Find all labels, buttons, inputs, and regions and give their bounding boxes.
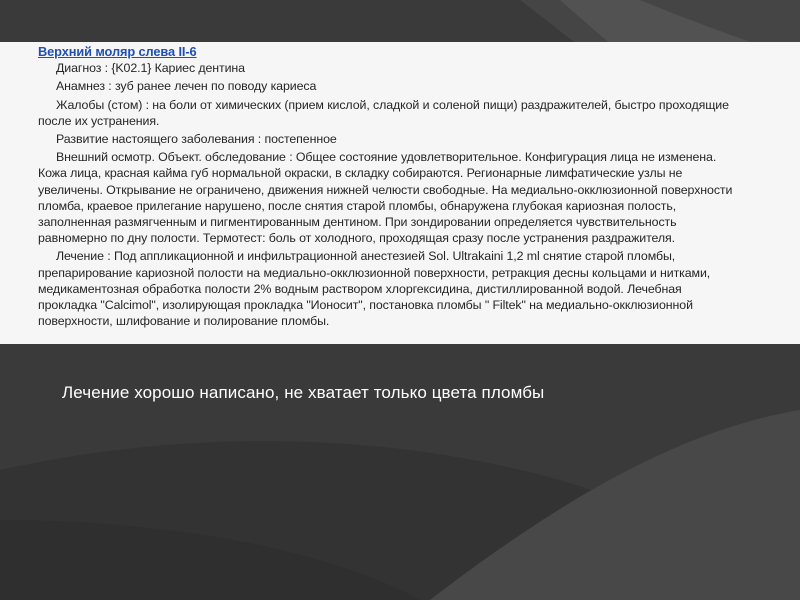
reviewer-comment: Лечение хорошо написано, не хватает только цвета пломбы xyxy=(62,383,545,402)
disease-development-paragraph: Развитие настоящего заболевания : постепенное xyxy=(56,132,337,147)
medical-record-text xyxy=(38,44,738,331)
anamnesis-paragraph: Анамнез : зуб ранее лечен по поводу кариеса xyxy=(56,79,317,94)
medical-record-image xyxy=(0,42,800,344)
diagnosis-paragraph: Диагноз : {K02.1} Кариес дентина xyxy=(56,61,245,76)
record-title[interactable]: Верхний моляр слева II-6 xyxy=(38,44,197,59)
complaints-paragraph: Жалобы (стом) : на боли от химических (прием кислой, сладкой и соленой пищи) раздражителей, быстро проходящие после их устранения. xyxy=(38,97,729,128)
treatment-paragraph: Лечение : Под аппликационной и инфильтрационной анестезией Sol. Ultrakaini 1,2 ml снятие старой пломбы, препарирование кариозной полости на медиально-окклюзионной поверхности, ретракция десны кольцами и нитками, медикаментозная обработка полости 2% водным раствором хлоргексидина, дистиллированной водой. Лечебная прокладка "Calcimol", изолирующая прокладка "Ионосит", постановка пломбы " Filtek" на медиально-окклюзионной поверхности, шлифование и полирование пломбы. xyxy=(38,249,711,329)
examination-paragraph: Внешний осмотр. Объект. обследование : Общее состояние удовлетворительное. Конфигурация лица не изменена. Кожа лица, красная кайма губ нормальной окраски, в складку собираются. Регионарные лимфатические узлы не увеличены. Открывание не ограничено, движения нижней челюсти свободные. На медиально-окклюзионной поверхности пломба, краевое прилегание нарушено, после снятия старой пломбы, обнаружена глубокая кариозная полость, заполненная размягченным и пигментированным дентином. При зондировании определяется чувствительность равномерно по дну полости. Термотест: боль от холодного, проходящая сразу после устранения раздражителя. xyxy=(38,150,733,246)
